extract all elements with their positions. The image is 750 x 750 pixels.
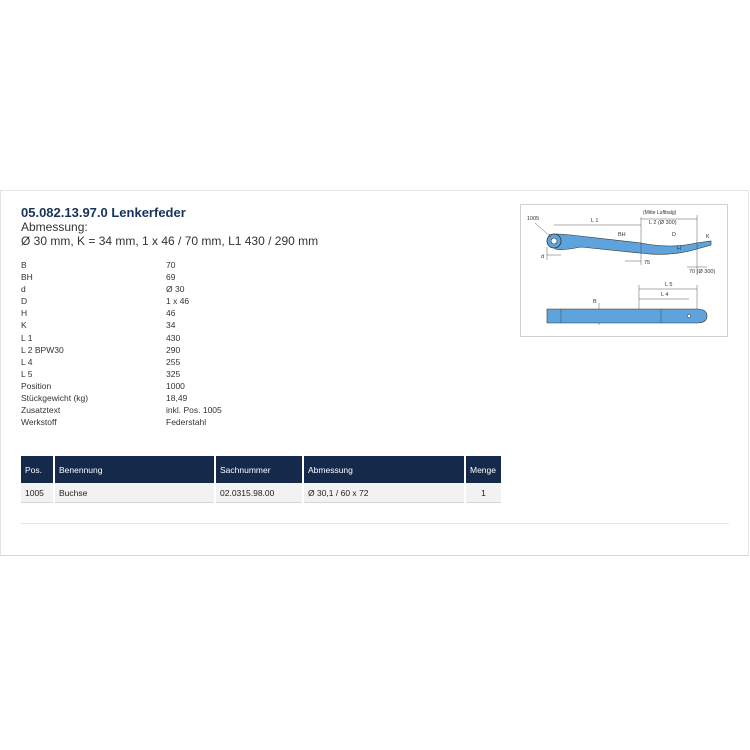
cell-pos: 1005: [21, 483, 54, 503]
spec-key: D: [21, 296, 28, 307]
spec-key: L 1: [21, 332, 33, 343]
label-D: D: [672, 232, 676, 238]
label-1005: 1005: [527, 216, 540, 222]
cell-partno: 02.0315.98.00: [215, 483, 303, 503]
spec-value: Ø 30: [166, 284, 185, 295]
col-partno-header: Sachnummer: [215, 456, 303, 483]
label-L4: L 4: [661, 292, 669, 298]
section-divider: [21, 523, 729, 524]
spec-key: L 2 BPW30: [21, 344, 64, 355]
parts-header-row: [21, 456, 501, 483]
col-dimension-header: Abmessung: [303, 456, 465, 483]
spec-key: BH: [21, 272, 33, 283]
spring-side-view: [549, 234, 711, 254]
spec-key: H: [21, 308, 28, 319]
cell-dimension: Ø 30,1 / 60 x 72: [303, 483, 465, 503]
spec-value: Federstahl: [166, 417, 207, 428]
spec-value: 290: [166, 344, 181, 355]
technical-drawing: [520, 204, 728, 337]
dimension-value: Ø 30 mm, K = 34 mm, 1 x 46 / 70 mm, L1 430 / 290 mm: [21, 234, 319, 248]
label-H: H: [677, 246, 681, 252]
spec-value: 325: [166, 368, 181, 379]
spec-value: 34: [166, 320, 176, 331]
spec-value: inkl. Pos. 1005: [166, 405, 222, 416]
leader-1005: [535, 223, 551, 237]
spec-key: B: [21, 260, 27, 270]
spec-value: 1000: [166, 380, 185, 391]
spec-key: L 5: [21, 368, 33, 379]
spec-key: Position: [21, 380, 52, 391]
spec-value: 69: [166, 272, 176, 283]
col-pos-header: Pos.: [21, 456, 54, 483]
bushing-eye-inner: [551, 238, 557, 244]
dimension-label: Abmessung:: [21, 220, 88, 234]
spec-value: 255: [166, 356, 181, 367]
label-d: d: [541, 254, 545, 260]
plan-hole: [687, 314, 690, 317]
product-title: 05.082.13.97.0 Lenkerfeder: [21, 205, 186, 220]
cell-name: Buchse: [54, 483, 215, 503]
label-mitte: (Mitte Luftbalg): [643, 210, 677, 216]
label-B: B: [593, 299, 597, 305]
cell-qty: 1: [465, 483, 501, 503]
col-name-header: Benennung: [54, 456, 215, 483]
label-K: K: [706, 234, 710, 240]
spec-value: 1 x 46: [166, 296, 190, 307]
label-L2: L 2 (Ø 300): [649, 220, 677, 226]
spec-key: K: [21, 320, 27, 331]
spec-key: L 4: [21, 356, 33, 367]
col-qty-header: Menge: [465, 456, 501, 483]
spec-value: 430: [166, 332, 181, 343]
product-dimension: [21, 220, 318, 248]
spec-value: 46: [166, 308, 176, 319]
spring-drawing-svg: [521, 205, 727, 336]
label-L1: L 1: [591, 218, 599, 224]
label-BH: BH: [618, 232, 626, 238]
table-row: [21, 483, 501, 503]
spec-key: d: [21, 284, 26, 295]
spec-value: 18,49: [166, 393, 188, 404]
spec-key: Zusatztext: [21, 405, 61, 416]
spring-plan-view: [547, 309, 707, 323]
spec-key: Stückgewicht (kg): [21, 393, 89, 404]
spec-key: Werkstoff: [21, 417, 57, 428]
label-70: 70 (Ø 300): [689, 269, 716, 275]
parts-table: [21, 456, 501, 503]
spec-value: 70: [166, 260, 176, 270]
label-L5: L 5: [665, 282, 673, 288]
label-75: 75: [644, 260, 651, 266]
